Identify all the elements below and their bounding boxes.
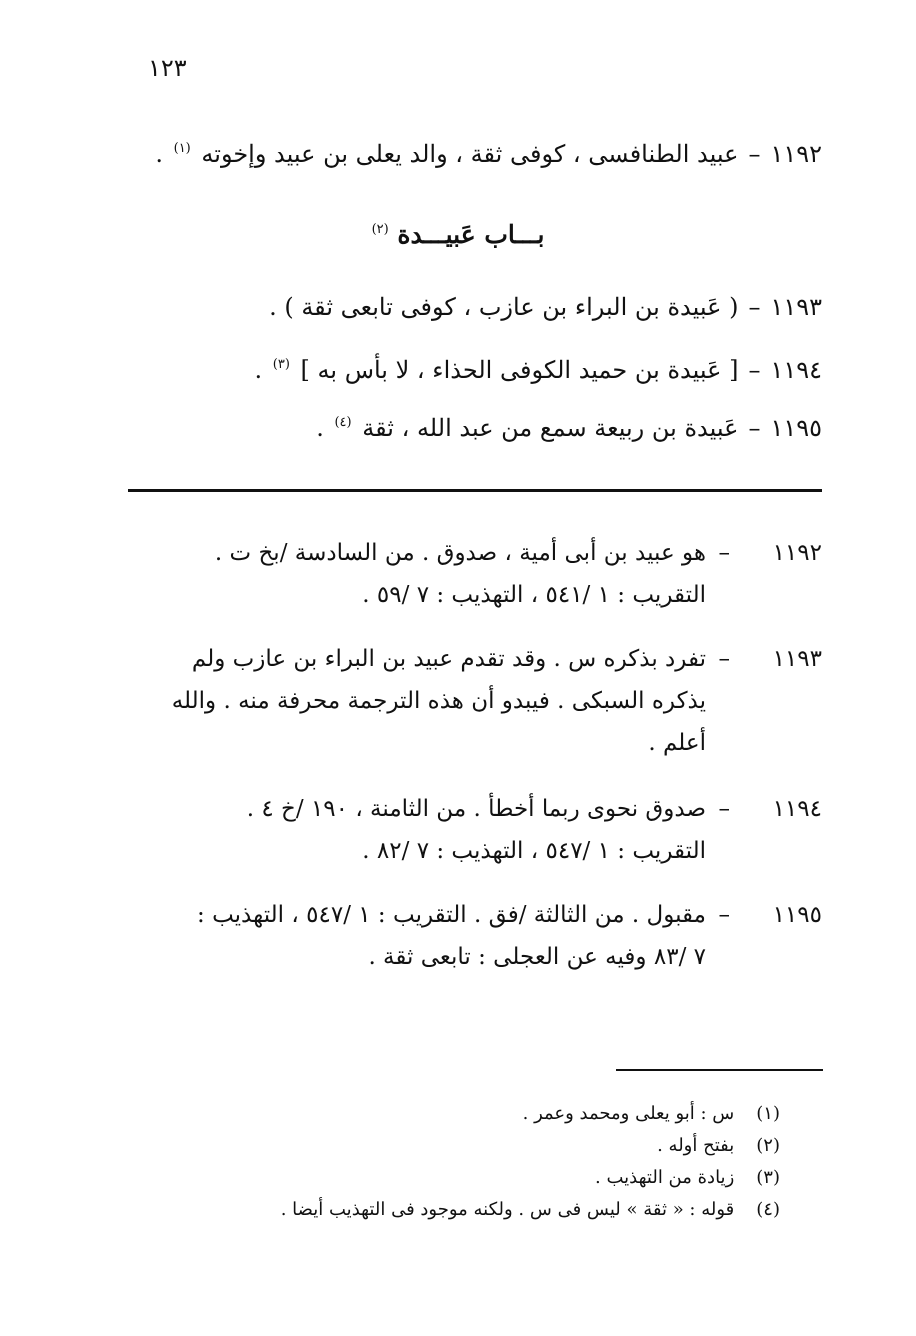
comment-number: ١١٩٢ xyxy=(772,540,822,566)
entry-number: ١١٩٢ xyxy=(770,140,822,168)
comment-1194: ١١٩٤–صدوق نحوى ربما أخطأ . من الثامنة ، ١٩٠ /خ ٤ . التقريب : ١ /٥٤٧ ، التهذيب : ٧ /٨٢ . xyxy=(122,788,822,872)
footnote-3 xyxy=(130,1162,780,1194)
entry-end: . xyxy=(316,414,324,442)
footnote-divider xyxy=(616,1069,823,1071)
comment-line: تفرد بذكره س . وقد تقدم عبيد بن البراء بن عازب ولم xyxy=(191,646,706,672)
chapter-heading xyxy=(0,220,916,249)
entry-text: [ عَبيدة بن حميد الكوفى الحذاء ، لا بأس به ] xyxy=(300,356,739,384)
footnote-number: (٤) xyxy=(756,1199,780,1220)
footnote-ref: (٤) xyxy=(334,415,352,430)
comment-number: ١١٩٣ xyxy=(772,646,822,672)
entry-end: . xyxy=(254,356,263,384)
footnote-number: (٢) xyxy=(756,1135,780,1156)
entry-1195: ١١٩٥–عَبيدة بن ربيعة سمع من عبد الله ، ثقة $^{(٤)}$ . xyxy=(316,414,822,442)
footnote-text: زيادة من التهذيب . xyxy=(595,1167,735,1188)
comment-1195: ١١٩٥–مقبول . من الثالثة /فق . التقريب : ١ /٥٤٧ ، التهذيب : ٧ /٨٣ وفيه عن العجلى : تابعى ثقة . xyxy=(122,894,822,978)
entry-text: عبيد الطنافسى ، كوفى ثقة ، والد يعلى بن عبيد وإخوته xyxy=(201,140,739,168)
page-number: ١٢٣ xyxy=(148,54,187,82)
footnote-text: بفتح أوله . xyxy=(657,1135,735,1156)
entry-number: ١١٩٤ xyxy=(770,356,822,384)
footnote-text: س : أبو يعلى ومحمد وعمر . xyxy=(522,1103,735,1124)
comment-line: هو عبيد بن أبى أمية ، صدوق . من السادسة /بخ ت . xyxy=(214,540,706,566)
comment-line: التقريب : ١ /٥٤٧ ، التهذيب : ٧ /٨٢ . xyxy=(362,838,706,864)
footnote-ref: (٢) xyxy=(371,222,389,237)
comment-line: أعلم . xyxy=(648,730,706,756)
comment-number: ١١٩٤ xyxy=(772,796,822,822)
comment-line: يذكره السبكى . فيبدو أن هذه الترجمة محرفة منه . والله xyxy=(171,688,706,714)
footnote-number: (١) xyxy=(756,1103,780,1124)
entry-number: ١١٩٣ xyxy=(770,293,822,321)
footnote-ref: (٣) xyxy=(272,357,290,372)
entry-end: . xyxy=(155,140,163,168)
entry-text: ( عَبيدة بن البراء بن عازب ، كوفى تابعى ثقة ) . xyxy=(269,293,739,321)
footnotes xyxy=(130,1098,780,1226)
entry-1194: ١١٩٤–[ عَبيدة بن حميد الكوفى الحذاء ، لا بأس به ] $^{(٣)}$ . xyxy=(254,356,822,384)
entry-number: ١١٩٥ xyxy=(770,414,822,442)
footnote-number: (٣) xyxy=(756,1167,780,1188)
footnote-1 xyxy=(130,1098,780,1130)
comment-line: صدوق نحوى ربما أخطأ . من الثامنة ، ١٩٠ /خ ٤ . xyxy=(246,796,706,822)
footnote-4 xyxy=(130,1194,780,1226)
comment-line: ٧ /٨٣ وفيه عن العجلى : تابعى ثقة . xyxy=(368,944,706,970)
section-divider xyxy=(128,489,822,492)
comment-line: التقريب : ١ /٥٤١ ، التهذيب : ٧ /٥٩ . xyxy=(362,582,706,608)
entry-1192: ١١٩٢–عبيد الطنافسى ، كوفى ثقة ، والد يعلى بن عبيد وإخوته $^{(١)}$ . xyxy=(155,140,822,168)
comment-line: مقبول . من الثالثة /فق . التقريب : ١ /٥٤٧ ، التهذيب : xyxy=(197,902,706,928)
comment-1193: ١١٩٣–تفرد بذكره س . وقد تقدم عبيد بن البراء بن عازب ولم يذكره السبكى . فيبدو أن هذه الترجمة محرفة منه . والله أعلم . xyxy=(122,638,822,764)
comment-1192: ١١٩٢–هو عبيد بن أبى أمية ، صدوق . من السادسة /بخ ت . التقريب : ١ /٥٤١ ، التهذيب : ٧ /٥٩ . xyxy=(122,532,822,616)
footnote-2 xyxy=(130,1130,780,1162)
chapter-title: بـــاب عَبيـــدة xyxy=(397,220,545,249)
footnote-ref: (١) xyxy=(173,141,191,156)
entry-1193: ١١٩٣–( عَبيدة بن البراء بن عازب ، كوفى تابعى ثقة ) . xyxy=(269,293,822,321)
footnote-text: قوله : « ثقة » ليس فى س . ولكنه موجود فى التهذيب أيضا . xyxy=(280,1199,735,1220)
entry-text: عَبيدة بن ربيعة سمع من عبد الله ، ثقة xyxy=(362,414,739,442)
comment-number: ١١٩٥ xyxy=(772,902,822,928)
